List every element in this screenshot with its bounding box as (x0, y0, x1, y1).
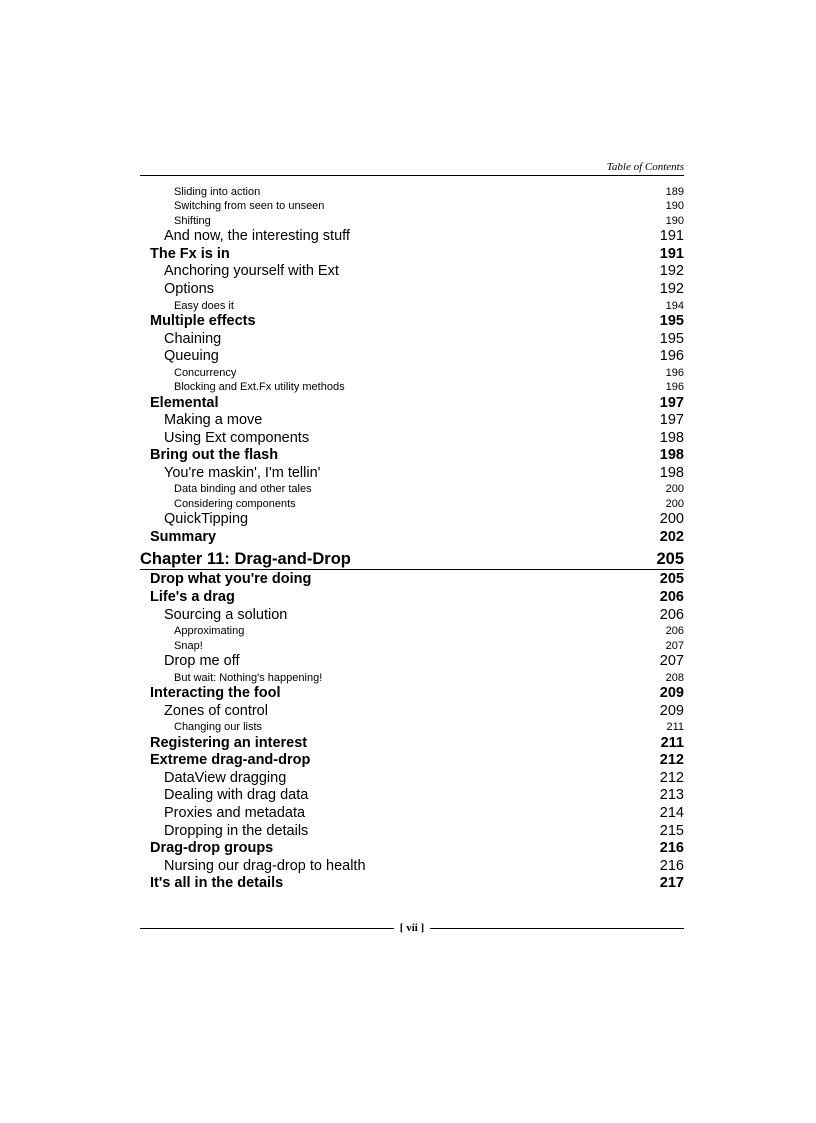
toc-subsection (140, 511, 684, 529)
toc-entry-page: 209 (659, 684, 684, 701)
toc-entry-page: 214 (659, 804, 684, 821)
toc-section (140, 246, 684, 264)
toc-entry-title: Chaining (164, 330, 222, 347)
toc-entry-page: 206 (659, 589, 684, 606)
toc-entry-title: Anchoring yourself with Ext (164, 263, 339, 280)
toc-subsection (140, 653, 684, 671)
toc-section (140, 571, 684, 589)
toc-entry-page: 192 (659, 280, 684, 297)
toc-entry-page: 215 (659, 822, 684, 839)
table-of-contents (140, 185, 684, 893)
toc-entry-title: Options (164, 280, 214, 297)
toc-subsubsection (140, 185, 684, 199)
toc-section (140, 313, 684, 331)
toc-section (140, 529, 684, 547)
toc-entry-title: Drop me off (164, 653, 240, 669)
toc-subsubsection (140, 720, 684, 734)
toc-entry-title: Nursing our drag-drop to health (164, 857, 366, 874)
toc-entry-title: Snap! (174, 639, 203, 652)
toc-entry-title: Interacting the fool (150, 684, 281, 701)
toc-subsection (140, 787, 684, 805)
toc-entry-title: DataView dragging (164, 769, 287, 786)
toc-entry-page: 195 (659, 312, 684, 329)
toc-subsection (140, 348, 684, 366)
toc-entry-title: Shifting (174, 214, 211, 227)
toc-entry-title: QuickTipping (164, 511, 249, 528)
toc-subsubsection (140, 624, 684, 638)
toc-entry-page: 196 (659, 348, 684, 365)
toc-entry-page: 212 (659, 752, 684, 769)
toc-subsubsection (140, 366, 684, 380)
toc-entry-page: 216 (659, 857, 684, 874)
toc-entry-title: Approximating (174, 625, 245, 638)
toc-entry-title: Considering components (174, 497, 296, 510)
toc-entry-title: Chapter 11: Drag-and-Drop (140, 550, 351, 569)
toc-entry-page: 197 (659, 412, 684, 429)
toc-subsection (140, 858, 684, 876)
toc-entry-title: Multiple effects (150, 312, 256, 329)
header-rule (140, 175, 684, 176)
toc-entry-page: 207 (665, 639, 684, 652)
toc-subsection (140, 228, 684, 246)
toc-subsection (140, 607, 684, 625)
toc-entry-title: The Fx is in (150, 245, 230, 262)
toc-entry-page: 196 (665, 366, 684, 379)
toc-section (140, 589, 684, 607)
toc-entry-title: It's all in the details (150, 875, 284, 892)
toc-entry-title: Drop what you're doing (150, 571, 312, 588)
footer-rule-left (140, 928, 394, 929)
toc-entry-page: 213 (659, 787, 684, 804)
toc-entry-page: 200 (665, 483, 684, 496)
toc-subsubsection (140, 497, 684, 511)
toc-subsection (140, 703, 684, 721)
toc-entry-title: Dropping in the details (164, 822, 309, 839)
toc-entry-page: 191 (659, 228, 684, 245)
toc-entry-page: 216 (659, 840, 684, 857)
toc-entry-page: 212 (659, 769, 684, 786)
toc-entry-title: Bring out the flash (150, 447, 279, 464)
toc-entry-title: You're maskin', I'm tellin' (164, 464, 321, 481)
toc-entry-page: 211 (660, 734, 684, 751)
toc-subsection (140, 281, 684, 299)
toc-entry-title: Elemental (150, 394, 219, 411)
toc-subsection (140, 331, 684, 349)
running-head-title: Table of Contents (606, 161, 684, 173)
toc-entry-title: Sourcing a solution (164, 606, 288, 623)
toc-entry-title: Extreme drag-and-drop (150, 752, 311, 769)
toc-entry-page: 209 (659, 702, 684, 719)
toc-entry-title: But wait: Nothing's happening! (174, 671, 323, 684)
toc-entry-title: Summary (150, 528, 217, 545)
toc-entry-page: 205 (659, 571, 684, 588)
toc-section (140, 685, 684, 703)
toc-entry-title: Making a move (164, 412, 263, 429)
toc-entry-page: 194 (665, 299, 684, 312)
toc-entry-page: 217 (659, 875, 684, 892)
toc-chapter (140, 549, 684, 570)
toc-entry-page: 205 (656, 550, 684, 569)
toc-entry-title: Blocking and Ext.Fx utility methods (174, 381, 345, 394)
toc-subsubsection (140, 639, 684, 653)
toc-entry-page: 198 (659, 464, 684, 481)
toc-entry-page: 192 (659, 263, 684, 280)
toc-entry-title: Using Ext components (164, 429, 310, 446)
toc-section (140, 395, 684, 413)
toc-entry-page: 191 (659, 245, 684, 262)
toc-subsection (140, 430, 684, 448)
toc-entry-title: Changing our lists (174, 721, 263, 734)
toc-entry-title: Queuing (164, 348, 219, 365)
toc-entry-page: 207 (659, 653, 684, 669)
toc-entry-page: 196 (665, 381, 684, 394)
toc-section (140, 447, 684, 465)
toc-section (140, 875, 684, 893)
toc-entry-page: 200 (665, 497, 684, 510)
page-footer (140, 921, 684, 935)
toc-subsection (140, 465, 684, 483)
page-number: [ vii ] (399, 922, 425, 934)
toc-entry-page: 198 (659, 429, 684, 446)
toc-section (140, 752, 684, 770)
toc-entry-page: 200 (659, 511, 684, 528)
toc-entry-title: Life's a drag (150, 589, 235, 606)
toc-entry-title: Easy does it (174, 299, 234, 312)
toc-subsection (140, 412, 684, 430)
toc-entry-page: 198 (659, 447, 684, 464)
toc-entry-page: 206 (665, 625, 684, 638)
toc-section (140, 735, 684, 753)
toc-entry-page: 189 (665, 185, 684, 198)
toc-entry-title: Drag-drop groups (150, 840, 274, 857)
toc-subsubsection (140, 671, 684, 685)
toc-entry-page: 190 (665, 200, 684, 213)
toc-subsection (140, 263, 684, 281)
toc-section (140, 840, 684, 858)
toc-entry-page: 197 (659, 394, 684, 411)
toc-entry-title: Switching from seen to unseen (174, 200, 325, 213)
toc-subsection (140, 805, 684, 823)
toc-entry-page: 206 (659, 606, 684, 623)
toc-entry-page: 211 (666, 721, 684, 734)
toc-entry-title: Concurrency (174, 366, 237, 379)
toc-entry-title: Proxies and metadata (164, 804, 306, 821)
toc-subsubsection (140, 214, 684, 228)
footer-rule-right (430, 928, 684, 929)
toc-entry-title: Dealing with drag data (164, 787, 309, 804)
toc-entry-title: And now, the interesting stuff (164, 228, 350, 245)
toc-entry-title: Sliding into action (174, 185, 261, 198)
toc-entry-page: 195 (659, 330, 684, 347)
toc-entry-title: Zones of control (164, 702, 268, 719)
toc-entry-page: 190 (665, 214, 684, 227)
toc-entry-title: Registering an interest (150, 734, 308, 751)
toc-subsubsection (140, 482, 684, 496)
toc-subsection (140, 823, 684, 841)
toc-subsubsection (140, 199, 684, 213)
toc-subsection (140, 770, 684, 788)
toc-entry-page: 202 (659, 528, 684, 545)
toc-subsubsection (140, 380, 684, 394)
toc-entry-page: 208 (665, 671, 684, 684)
toc-entry-title: Data binding and other tales (174, 483, 312, 496)
toc-subsubsection (140, 299, 684, 313)
